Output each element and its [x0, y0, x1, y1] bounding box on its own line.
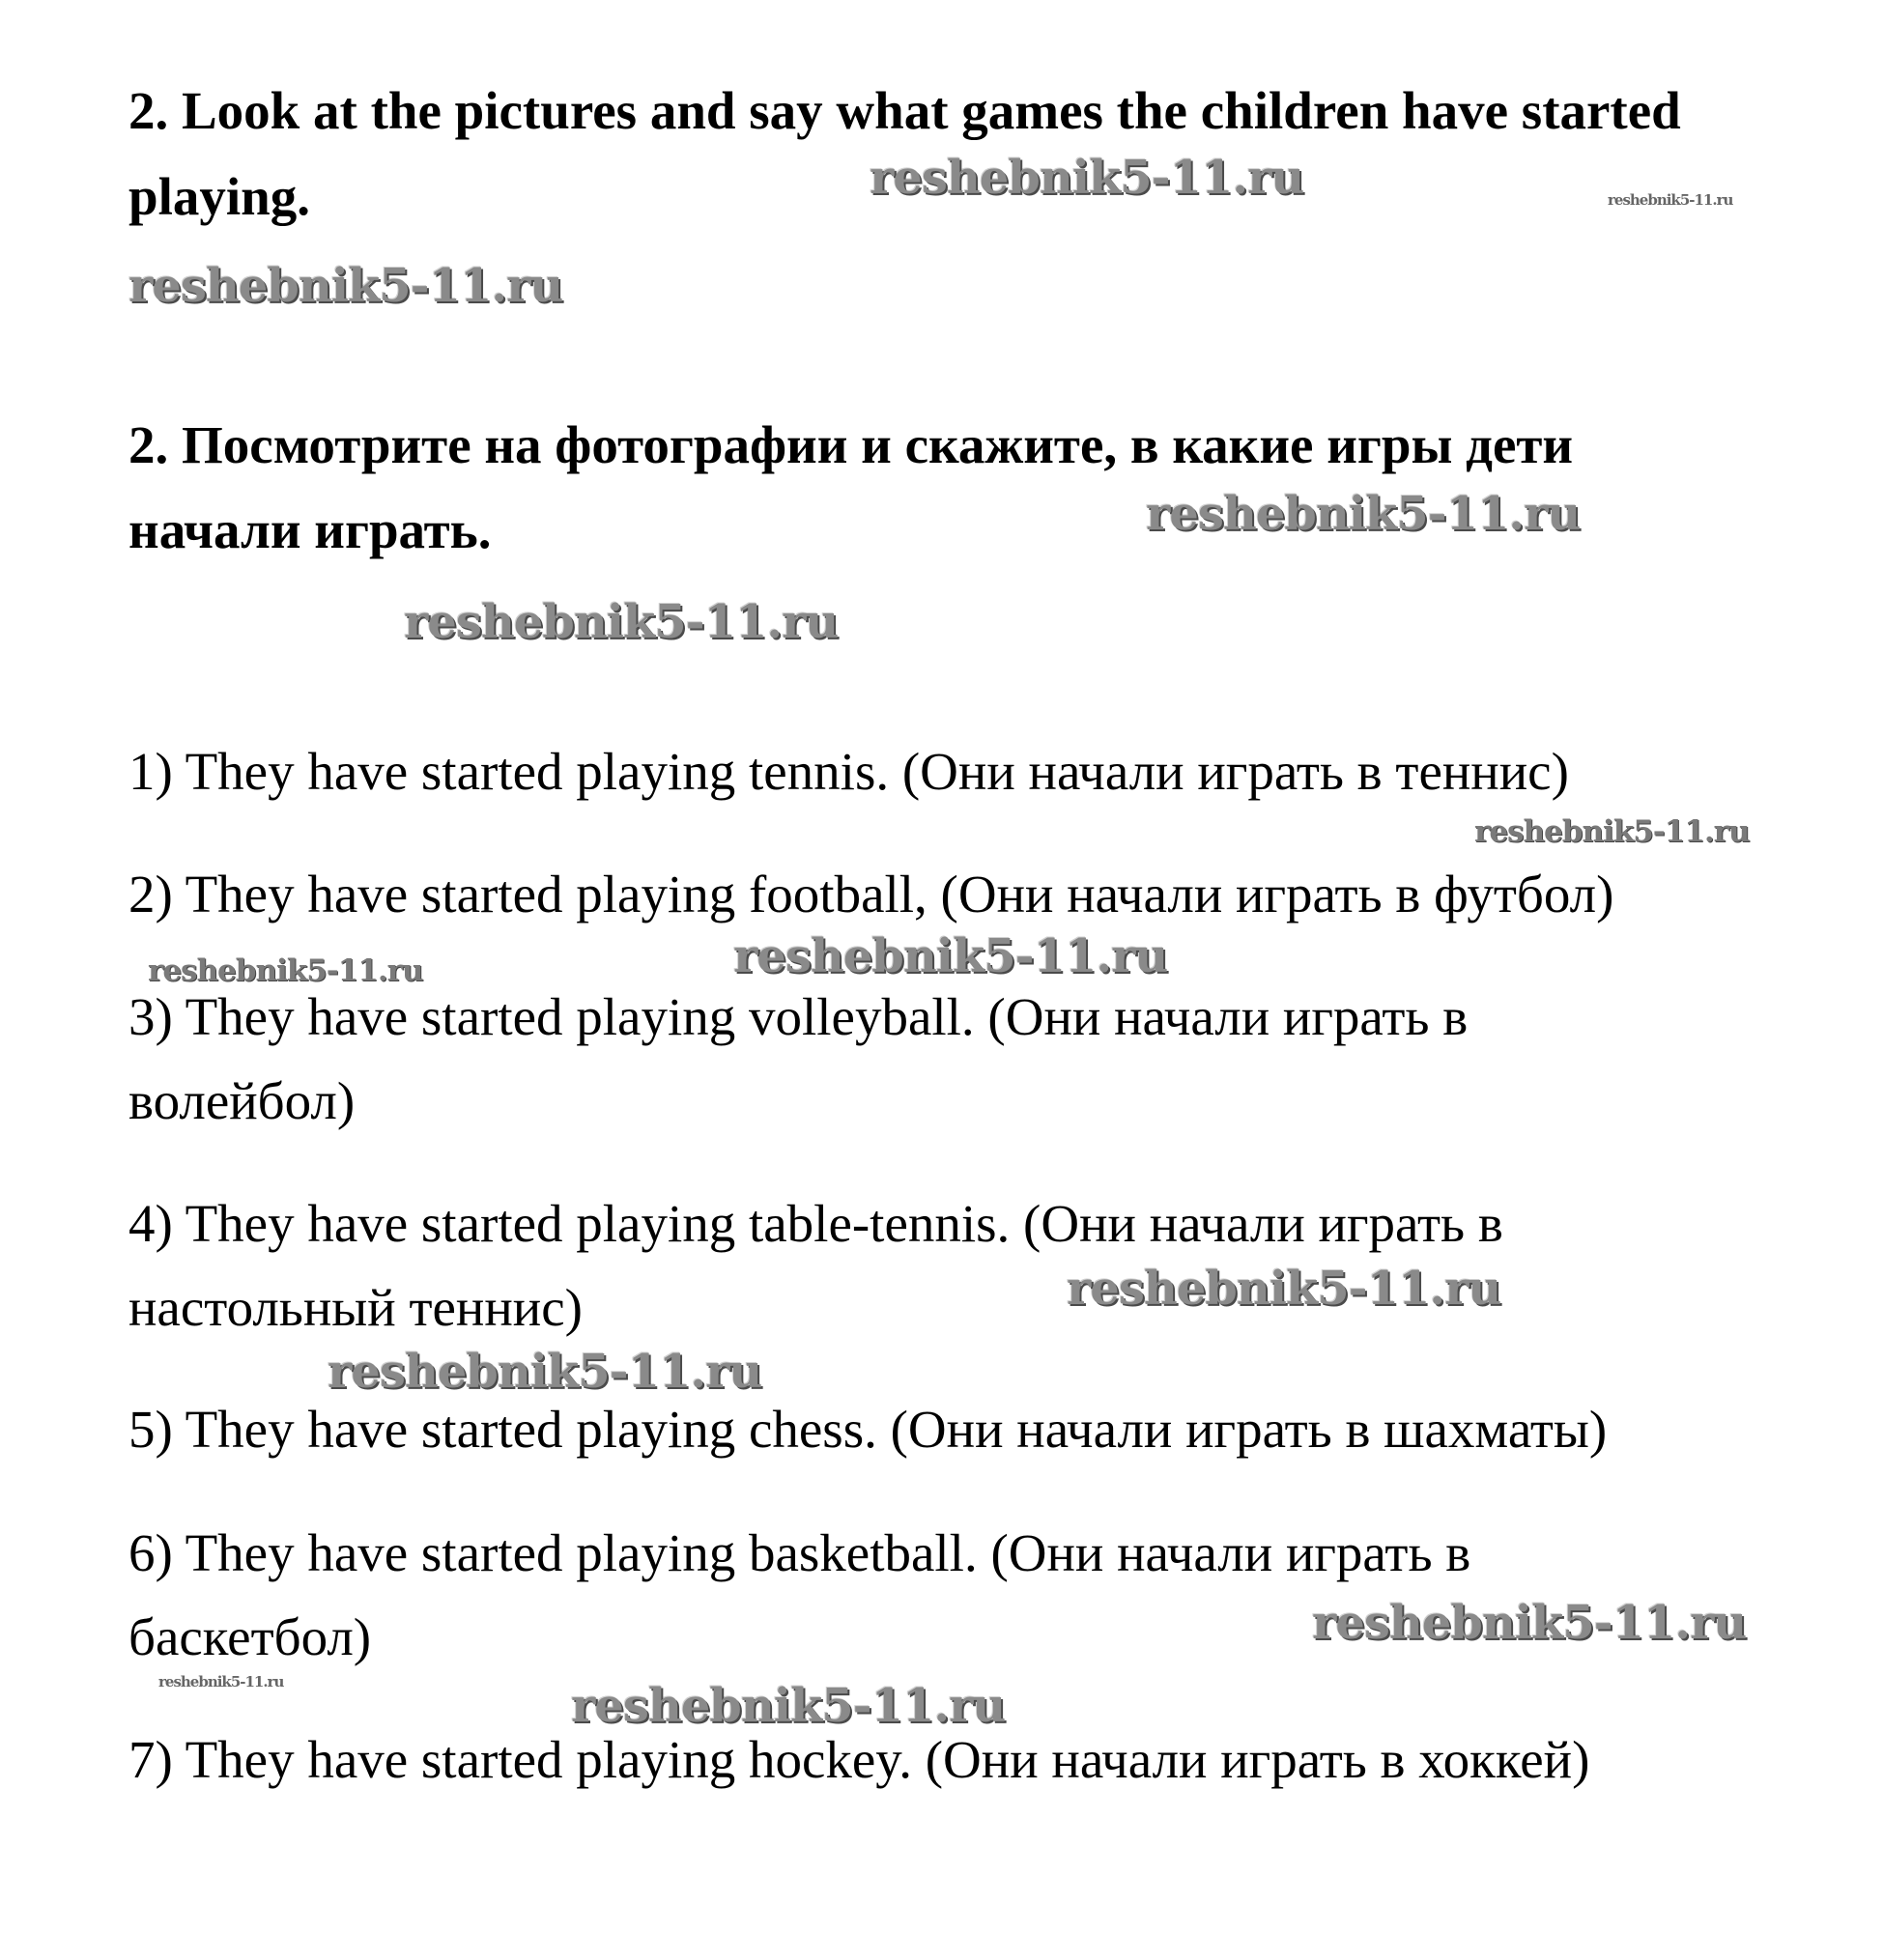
watermark: reshebnik5-11.ru — [1608, 191, 1733, 209]
watermark: reshebnik5-11.ru — [870, 151, 1304, 205]
watermark: reshebnik5-11.ru — [158, 1673, 284, 1690]
answer-3-line-2: волейбол) — [128, 1071, 356, 1130]
watermark: reshebnik5-11.ru — [148, 953, 423, 988]
answer-4-line-1: 4) They have started playing table-tennis. (Они начали играть в — [128, 1194, 1503, 1253]
watermark: reshebnik5-11.ru — [1067, 1262, 1501, 1316]
watermark: reshebnik5-11.ru — [404, 595, 839, 649]
watermark: reshebnik5-11.ru — [733, 929, 1168, 983]
watermark: reshebnik5-11.ru — [571, 1679, 1006, 1733]
watermark: reshebnik5-11.ru — [328, 1345, 762, 1399]
answer-7: 7) They have started playing hockey. (Они начали играть в хоккей) — [128, 1730, 1590, 1789]
watermark: reshebnik5-11.ru — [1146, 487, 1581, 541]
task-title-ru-line-2: начали играть. — [128, 500, 492, 559]
answer-4-line-2: настольный теннис) — [128, 1278, 583, 1337]
answer-2: 2) They have started playing football, (Они начали играть в футбол) — [128, 865, 1614, 923]
task-title-ru-line-1: 2. Посмотрите на фотографии и скажите, в какие игры дети — [128, 415, 1574, 474]
watermark: reshebnik5-11.ru — [128, 259, 563, 313]
answer-6-line-2: баскетбол) — [128, 1607, 372, 1666]
answer-5: 5) They have started playing chess. (Они начали играть в шахматы) — [128, 1400, 1608, 1459]
watermark: reshebnik5-11.ru — [1312, 1596, 1747, 1650]
answer-6-line-1: 6) They have started playing basketball. (Они начали играть в — [128, 1523, 1471, 1582]
watermark: reshebnik5-11.ru — [1474, 814, 1750, 849]
answer-3-line-1: 3) They have started playing volleyball. (Они начали играть в — [128, 987, 1469, 1046]
task-title-en-line-2: playing. — [128, 167, 310, 226]
task-title-en-line-1: 2. Look at the pictures and say what games the children have started — [128, 81, 1681, 140]
answer-1: 1) They have started playing tennis. (Они начали играть в теннис) — [128, 742, 1569, 801]
